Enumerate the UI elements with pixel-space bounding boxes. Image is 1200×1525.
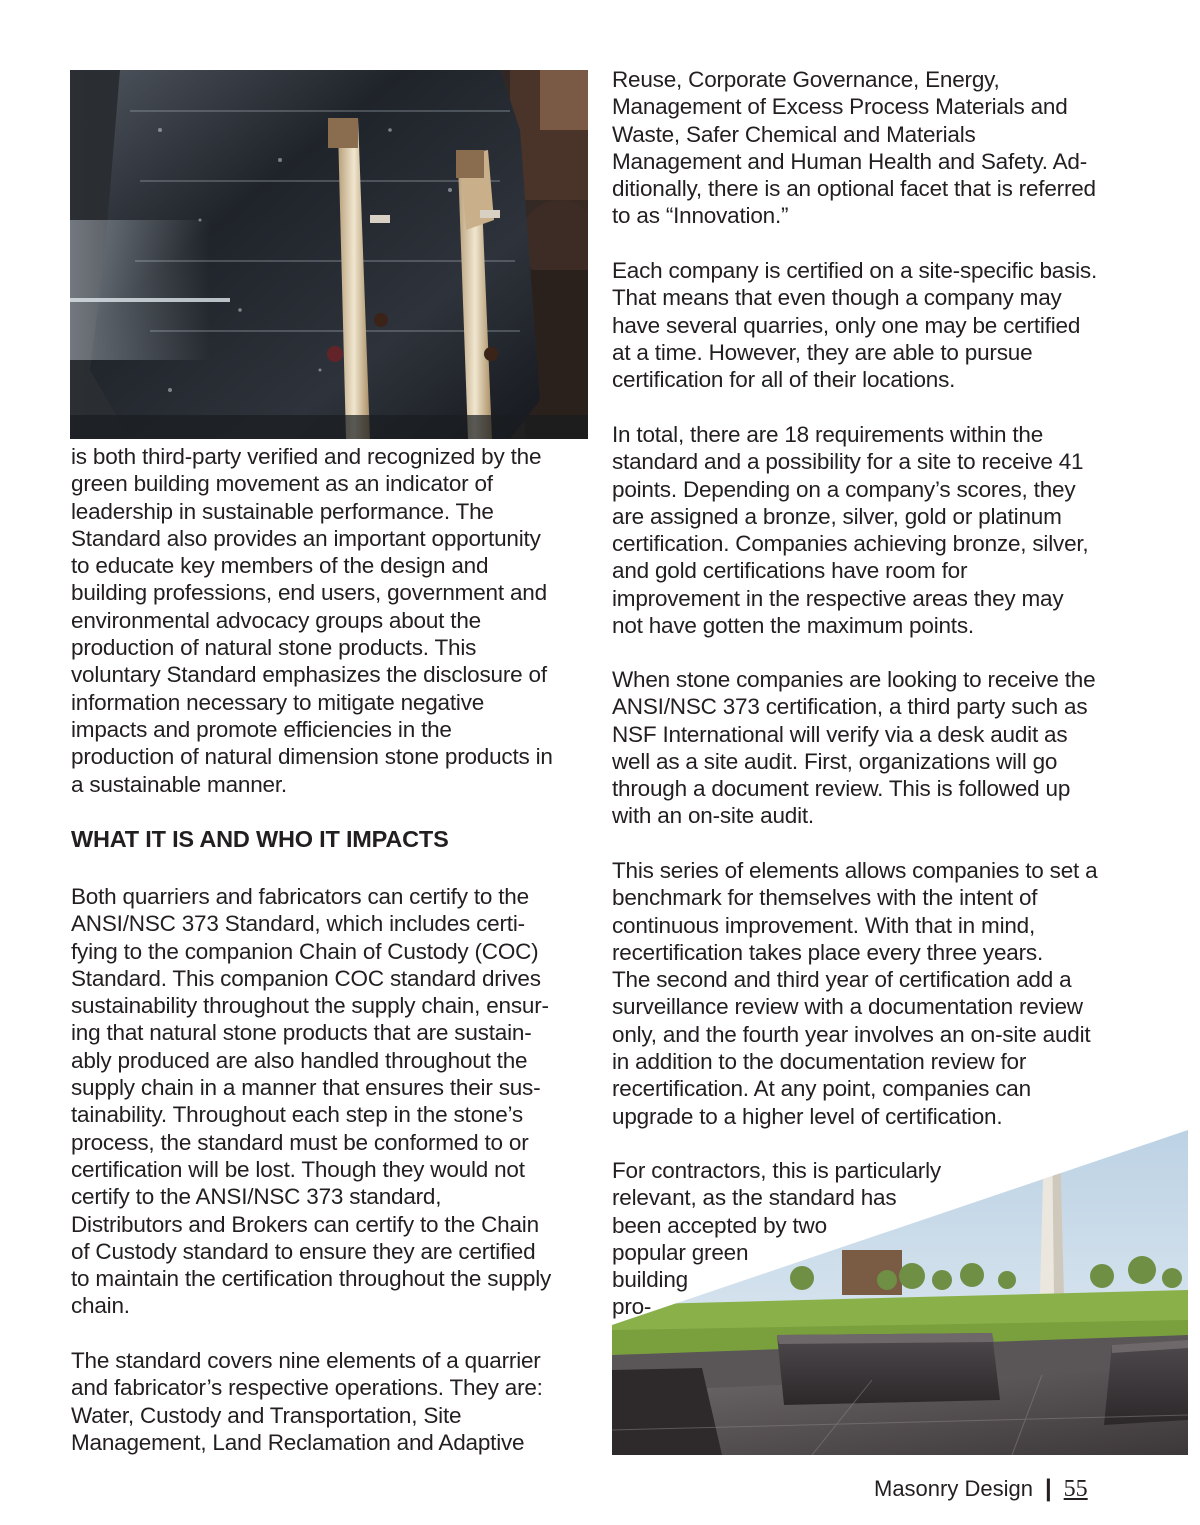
text-line: When stone companies are looking to receive the	[612, 667, 1096, 692]
text-line: tainability. Throughout each step in the stone’s	[71, 1102, 523, 1128]
text-line: chain.	[71, 1293, 130, 1319]
text-line: That means that even though a company may	[612, 285, 1062, 311]
elements-paragraph	[71, 1347, 543, 1456]
quarriers-paragraph	[71, 883, 551, 1320]
text-line: This series of elements allows companies to set a	[612, 858, 1098, 883]
text-line: For contractors, this is particularly	[612, 1158, 941, 1183]
text-line: relevant, as the standard has	[612, 1185, 897, 1211]
text-line: through a document review. This is followed up	[612, 776, 1071, 802]
text-line: to as “Innovation.”	[612, 203, 789, 229]
text-line: Distributors and Brokers can certify to the Chain	[71, 1211, 539, 1237]
text-line: to educate key members of the design and	[71, 553, 489, 579]
text-line: are assigned a bronze, silver, gold or platinum	[612, 503, 1062, 529]
text-line: ably produced are also handled throughout the	[71, 1047, 528, 1073]
site-specific-paragraph	[612, 257, 1097, 393]
text-line: leadership in sustainable performance. The	[71, 498, 494, 524]
benchmark-paragraph	[612, 857, 1097, 1130]
audit-paragraph	[612, 666, 1095, 830]
text-line: supply chain in a manner that ensures their sus-	[71, 1075, 541, 1101]
intro-paragraph	[71, 443, 553, 798]
text-line: recertification. At any point, companies can	[612, 1076, 1031, 1102]
text-line: information necessary to mitigate negative	[71, 689, 485, 715]
text-line: building	[612, 1267, 688, 1293]
text-line: production of natural dimension stone products in	[71, 744, 553, 770]
text-line: building professions, end users, government and	[71, 580, 547, 606]
text-line: not have gotten the maximum points.	[612, 613, 974, 639]
text-line: Standard also provides an important opportunity	[71, 525, 541, 551]
text-line: The second and third year of certification add a	[612, 967, 1072, 993]
text-line: a sustainable manner.	[71, 771, 287, 797]
text-line: Management, Land Reclamation and Adaptive	[71, 1429, 525, 1455]
section-heading: WHAT IT IS AND WHO IT IMPACTS	[71, 826, 449, 852]
text-line: certify to the ANSI/NSC 373 standard,	[71, 1184, 442, 1210]
text-line: continuous improvement. With that in mind,	[612, 912, 1036, 938]
text-line: points. Depending on a company’s scores, they	[612, 476, 1076, 502]
footer-separator: |	[1044, 1475, 1052, 1502]
text-line: only, and the fourth year involves an on-site audit	[612, 1021, 1091, 1047]
text-line: is both third-party verified and recognized by the	[71, 444, 542, 469]
text-line: voluntary Standard emphasizes the disclosure of	[71, 662, 547, 688]
text-line: been accepted by two	[612, 1212, 827, 1238]
text-line: and gold certifications have room for	[612, 558, 968, 584]
text-line: in addition to the documentation review for	[612, 1049, 1027, 1075]
text-line: ditionally, there is an optional facet that is referred	[612, 176, 1096, 202]
text-line: Reuse, Corporate Governance, Energy,	[612, 67, 1000, 92]
text-line: with an on-site audit.	[612, 803, 814, 829]
text-line: upgrade to a higher level of certification.	[612, 1103, 1003, 1129]
text-line: In total, there are 18 requirements within the	[612, 422, 1044, 447]
elements-continued-paragraph	[612, 66, 1096, 230]
text-line: certification for all of their locations.	[612, 367, 956, 393]
text-line: to maintain the certification throughout the supply	[71, 1266, 552, 1292]
text-line: process, the standard must be conformed to or	[71, 1129, 529, 1155]
text-line: impacts and promote efficiencies in the	[71, 716, 452, 742]
text-line: fying to the companion Chain of Custody (COC)	[71, 938, 539, 964]
page-number: 55	[1063, 1475, 1088, 1502]
text-line: green building movement as an indicator of	[71, 471, 493, 497]
text-line: popular green	[612, 1239, 749, 1265]
text-line: Water, Custody and Transportation, Site	[71, 1402, 462, 1428]
text-line: ANSI/NSC 373 Standard, which includes certi-	[71, 911, 525, 937]
quarry-stone-block-photo	[70, 70, 588, 439]
contractors-paragraph	[612, 1157, 941, 1321]
text-line: NSF International will verify via a desk audit as	[612, 721, 1068, 747]
text-line: environmental advocacy groups about the	[71, 607, 481, 633]
text-line: at a time. However, they are able to pursue	[612, 339, 1033, 365]
page-footer	[874, 1474, 1088, 1504]
text-line: Waste, Safer Chemical and Materials	[612, 121, 976, 147]
text-line: standard and a possibility for a site to receive 41	[612, 449, 1084, 475]
text-line: ANSI/NSC 373 certification, a third party such as	[612, 694, 1088, 720]
text-line: surveillance review with a documentation review	[612, 994, 1083, 1020]
text-line: improvement in the respective areas they may	[612, 585, 1064, 611]
text-line: have several quarries, only one may be certified	[612, 312, 1081, 338]
text-line: well as a site audit. First, organizations will go	[612, 748, 1058, 774]
text-line: recertification takes place every three years.	[612, 939, 1044, 965]
text-line: and fabricator’s respective operations. They are:	[71, 1375, 543, 1401]
requirements-paragraph	[612, 421, 1089, 639]
text-line: Each company is certified on a site-specific basis.	[612, 258, 1098, 283]
text-line: benchmark for themselves with the intent of	[612, 885, 1038, 911]
text-line: Management of Excess Process Materials and	[612, 94, 1068, 120]
text-line: Management and Human Health and Safety. Ad-	[612, 148, 1088, 174]
text-line: The standard covers nine elements of a quarrier	[71, 1348, 541, 1373]
text-line: certification. Companies achieving bronze, silver,	[612, 531, 1089, 557]
text-line: production of natural stone products. This	[71, 635, 477, 661]
publication-name: Masonry Design	[874, 1476, 1033, 1501]
text-line: of Custody standard to ensure they are certified	[71, 1238, 536, 1264]
text-line: Standard. This companion COC standard drives	[71, 965, 541, 991]
text-line: pro-	[612, 1294, 652, 1320]
text-line: certification will be lost. Though they would not	[71, 1156, 525, 1182]
text-line: sustainability throughout the supply chain, ensur-	[71, 993, 549, 1019]
text-line: ing that natural stone products that are sustain-	[71, 1020, 532, 1046]
text-line: Both quarriers and fabricators can certify to the	[71, 884, 529, 909]
